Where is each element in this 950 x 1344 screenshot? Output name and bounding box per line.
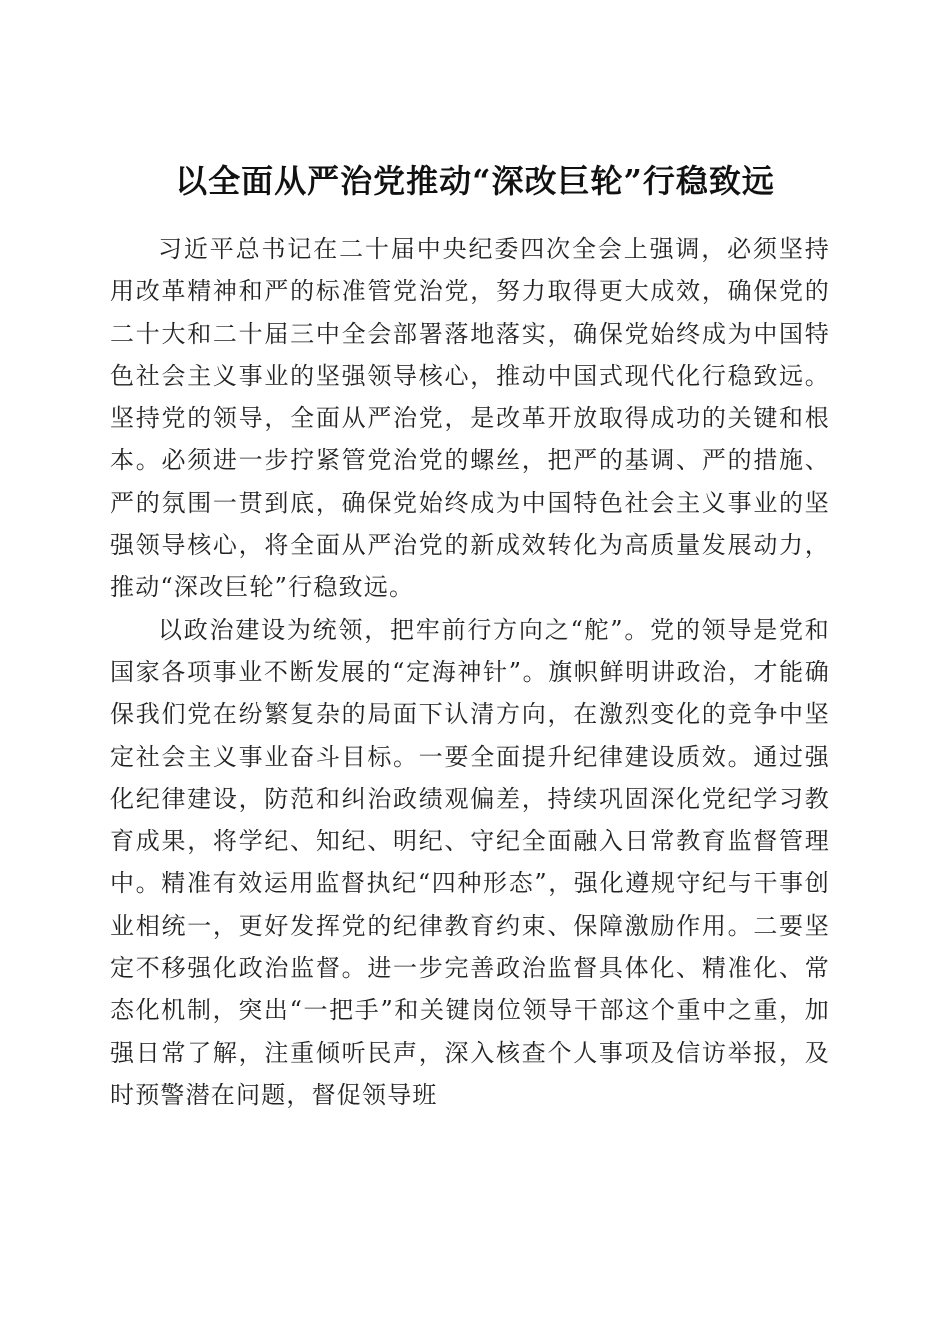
- document-title: 以全面从严治党推动“深改巨轮”行稳致远: [175, 162, 775, 201]
- document-body: [110, 228, 830, 1116]
- paragraph-political-construction: 以政治建设为统领，把牢前行方向之“舵”。党的领导是党和国家各项事业不断发展的“定海神针”。旗帜鲜明讲政治，才能确保我们党在纷繁复杂的局面下认清方向，在激烈变化的竞争中坚定社会主义事业奋斗目标。一要全面提升纪律建设质效。通过强化纪律建设，防范和纠治政绩观偏差，持续巩固深化党纪学习教育成果，将学纪、知纪、明纪、守纪全面融入日常教育监督管理中。精准有效运用监督执纪“四种形态”，强化遵规守纪与干事创业相统一，更好发挥党的纪律教育约束、保障激励作用。二要坚定不移强化政治监督。进一步完善政治监督具体化、精准化、常态化机制，突出“一把手”和关键岗位领导干部这个重中之重，加强日常了解，注重倾听民声，深入核查个人事项及信访举报，及时预警潜在问题，督促领导班: [110, 615, 830, 1109]
- paragraph-intro: 习近平总书记在二十届中央纪委四次全会上强调，必须坚持用改革精神和严的标准管党治党，努力取得更大成效，确保党的二十大和二十届三中全会部署落地落实，确保党始终成为中国特色社会主义事业的坚强领导核心，推动中国式现代化行稳致远。坚持党的领导，全面从严治党，是改革开放取得成功的关键和根本。必须进一步拧紧管党治党的螺丝，把严的基调、严的措施、严的氛围一贯到底，确保党始终成为中国特色社会主义事业的坚强领导核心，将全面从严治党的新成效转化为高质量发展动力，推动“深改巨轮”行稳致远。: [110, 235, 830, 602]
